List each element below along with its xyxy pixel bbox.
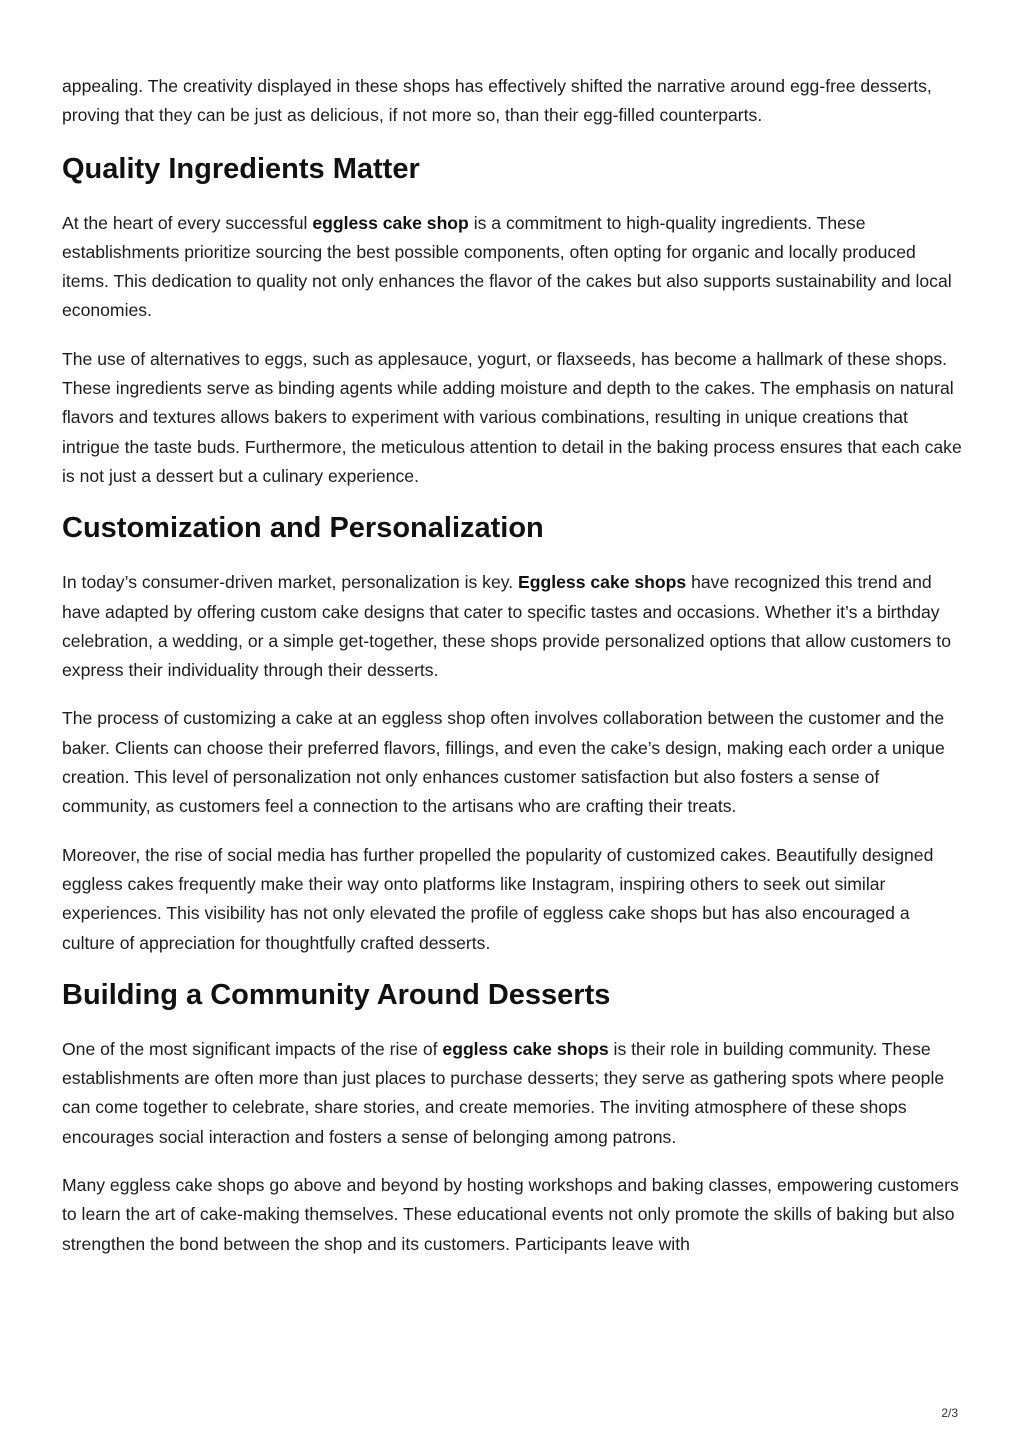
document-page <box>62 72 967 1278</box>
custom-paragraph-3: Moreover, the rise of social media has further propelled the popularity of customized cakes. Beautifully designed eggless cakes frequently make their way onto platforms like Instagram, inspiring others to seek out similar experiences. This visibility has not only elevated the profile of eggless cake shops but has also encouraged a culture of appreciation for thoughtfully crafted desserts. <box>62 844 934 953</box>
intro-paragraph-tail: appealing. The creativity displayed in these shops has effectively shifted the narrative around egg-free desserts, proving that they can be just as delicious, if not more so, than their egg-filled counterparts. <box>62 76 932 126</box>
quality-p1-text-before: At the heart of every successful <box>62 212 313 233</box>
quality-p1-keyword: eggless cake shop <box>312 212 469 233</box>
community-p1-keyword: eggless cake shops <box>442 1038 609 1059</box>
custom-p1-text-after: have recognized this trend and have adapted by offering custom cake designs that cater to specific tastes and occasions. Whether it’s a birthday celebration, a wedding, or a simple get-together, these shops provide personalized options that allow customers to express their individuality through their desserts. <box>62 572 951 681</box>
community-p1-text-before: One of the most significant impacts of the rise of <box>62 1038 443 1059</box>
custom-paragraph-2: The process of customizing a cake at an eggless shop often involves collaboration between the customer and the baker. Clients can choose their preferred flavors, fillings, and even the cake’s design, making each order a unique creation. This level of personalization not only enhances customer satisfaction but also fosters a sense of community, as customers feel a connection to the artisans who are crafting their treats. <box>62 708 945 817</box>
community-paragraph-2: Many eggless cake shops go above and beyond by hosting workshops and baking classes, empowering customers to learn the art of cake-making themselves. These educational events not only promote the skills of baking but also strengthen the bond between the shop and its customers. Participants leave with <box>62 1175 959 1254</box>
page-number: 2/3 <box>941 1406 958 1420</box>
section-heading-community: Building a Community Around Desserts <box>62 978 611 1011</box>
custom-paragraph-1 <box>62 568 967 685</box>
community-paragraph-1 <box>62 1035 967 1152</box>
quality-p1-text-after: is a commitment to high-quality ingredients. These establishments prioritize sourcing the best possible components, often opting for organic and locally produced items. This dedication to quality not only enhances the flavor of the cakes but also supports sustainability and local economies. <box>62 212 952 321</box>
section-heading-customization: Customization and Personalization <box>62 512 544 545</box>
quality-paragraph-1 <box>62 209 967 326</box>
community-p1-text-after: is their role in building community. These establishments are often more than just places to purchase desserts; they serve as gathering spots where people can come together to celebrate, share stories, and create memories. The inviting atmosphere of these shops encourages social interaction and fosters a sense of belonging among patrons. <box>62 1038 945 1147</box>
custom-p1-text-before: In today’s consumer-driven market, personalization is key. <box>62 572 519 593</box>
custom-p1-keyword: Eggless cake shops <box>518 572 687 593</box>
quality-paragraph-2: The use of alternatives to eggs, such as applesauce, yogurt, or flaxseeds, has become a hallmark of these shops. These ingredients serve as binding agents while adding moisture and depth to the cakes. The emphasis on natural flavors and textures allows bakers to experiment with various combinations, resulting in unique creations that intrigue the taste buds. Furthermore, the meticulous attention to detail in the baking process ensures that each cake is not just a dessert but a culinary experience. <box>62 348 962 486</box>
section-heading-quality: Quality Ingredients Matter <box>62 152 420 185</box>
